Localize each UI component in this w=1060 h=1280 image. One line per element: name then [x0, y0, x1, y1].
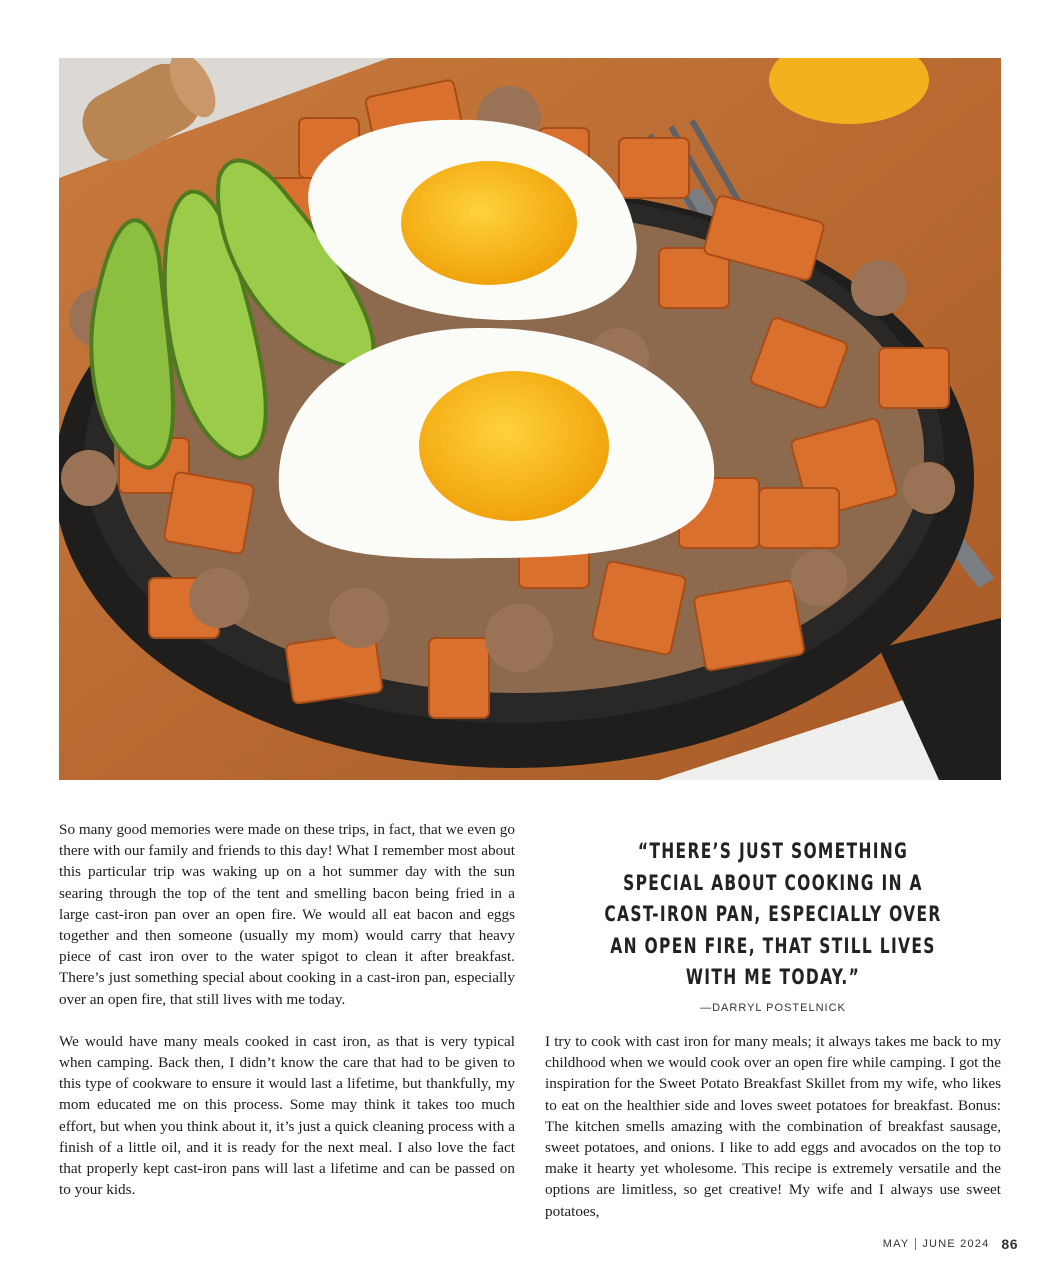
body-paragraph: We would have many meals cooked in cast iron, as that is very typical when camping. Back then, I didn’t know the care that had to be given to this type of cookware to ensure it would last a lifetime, but thankfully, my mom educated me on this process. Some may think it takes too much effort, but when you think about it, it’s just a quick cleaning process with a finish of a little oil, and it is ready for the next meal. I also love the fact that properly kept cast-iron pans will last a lifetime and can be passed on to your kids. — [59, 1032, 515, 1199]
folio-divider — [915, 1238, 916, 1250]
pull-quote — [560, 836, 986, 1014]
article-column-right — [545, 1031, 1001, 1222]
body-paragraph: So many good memories were made on these trips, in fact, that we even go there with our family and friends to this day! What I remember most about this particular trip was waking up on a hot summer day with the sun searing through the top of the tent and smelling bacon being fried in a large cast-iron pan over an open fire. We would all eat bacon and eggs together and then someone (usually my mom) would carry that heavy piece of cast iron over to the water spigot to clean it after breakfast. There’s just something special about cooking in a cast-iron pan, especially over an open fire, that still lives with me today. — [59, 821, 515, 1008]
pull-quote-attribution: —DARRYL POSTELNICK — [700, 1001, 846, 1014]
pull-quote-text: “THERE’S JUST SOMETHING SPECIAL ABOUT COOKING IN A CAST-IRON PAN, ESPECIALLY OVER AN OPEN FIRE, THAT STILL LIVES WITH ME TODAY.” — [604, 839, 942, 989]
body-paragraph: I try to cook with cast iron for many meals; it always takes me back to my childhood when we would cook over an open fire while camping. I got the inspiration for the Sweet Potato Breakfast Skillet from my wife, who likes to eat on the healthier side and loves sweet potatoes for breakfast. Bonus: The kitchen smells amazing with the combination of breakfast sausage, sweet potatoes, and onions. I like to add eggs and avocados on the top to make it hearty yet wholesome. This recipe is extremely versatile and the options are limitless, so get creative! My wife and I always use sweet potatoes, — [545, 1033, 1001, 1220]
page-number: 86 — [1001, 1236, 1018, 1252]
issue-date: JUNE 2024 — [922, 1238, 990, 1250]
page-footer — [883, 1236, 1018, 1252]
article-column-left — [59, 819, 515, 1200]
issue-month: MAY — [882, 1238, 910, 1250]
skillet-photo — [59, 58, 1001, 780]
